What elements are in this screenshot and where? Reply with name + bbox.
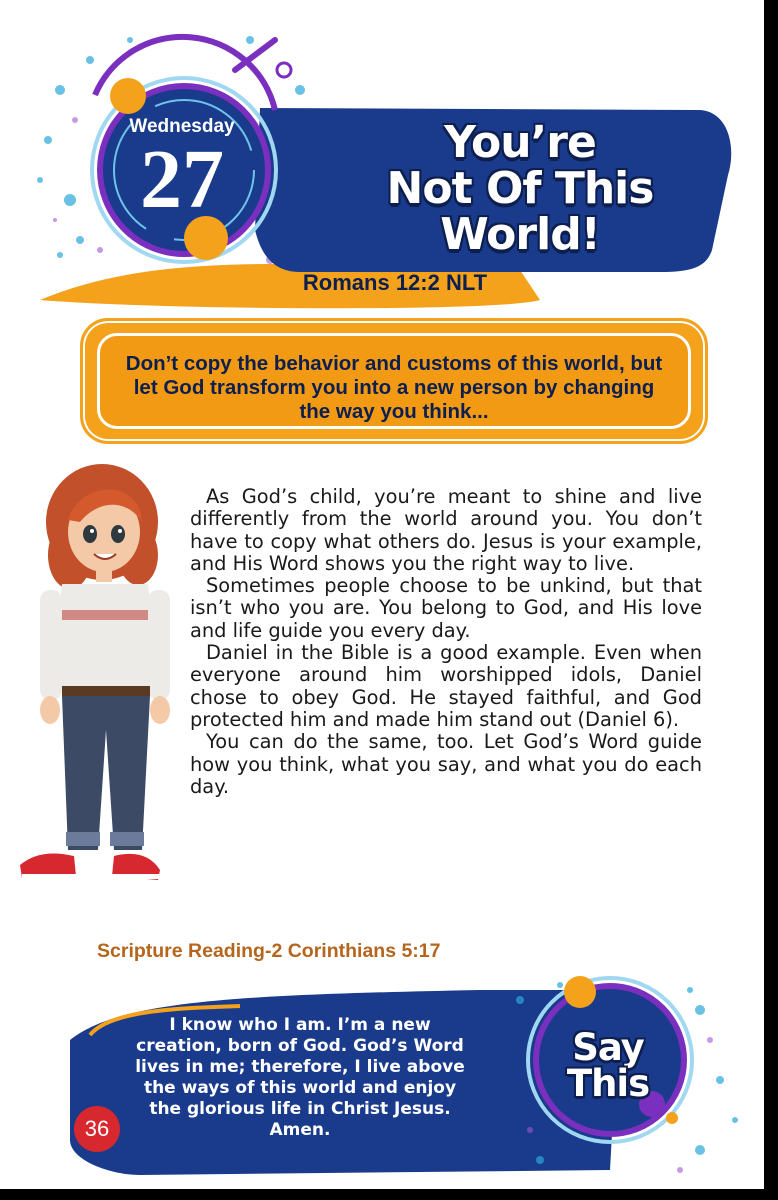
body-paragraph: Daniel in the Bible is a good example. Even when everyone around him worshipped idols, Daniel chose to obey God. He stayed faithful, and God protected him and made him stand out (Daniel 6). — [190, 641, 702, 731]
verse-text: Don’t copy the behavior and customs of this world, but let God transform you into a new person by changing the way you think... — [125, 352, 663, 423]
girl-character-illustration — [10, 460, 180, 900]
scripture-reference: Romans 12:2 NLT — [302, 270, 488, 295]
page-number-badge: 36 — [74, 1106, 120, 1152]
title-line-2: Not Of This — [386, 163, 654, 214]
day-name: Wednesday — [129, 116, 235, 137]
body-paragraph: You can do the same, too. Let God’s Word guide how you think, what you say, and what you do each day. — [190, 730, 702, 798]
verse-box — [80, 318, 708, 444]
title-line-1: You’re — [444, 117, 596, 168]
title-line-3: World! — [440, 209, 600, 260]
devotional-body — [190, 486, 702, 798]
body-paragraph: As God’s child, you’re meant to shine and live differently from the world around you. You don’t have to copy what others do. Jesus is your example, and His Word shows you the right way to live. — [190, 485, 702, 575]
confession-text: I know who I am. I’m a new creation, born of God. God’s Word lives in me; therefore, I live above the ways of this world and enjoy the glorious life in Christ Jesus. Amen. — [135, 1015, 465, 1140]
page-title — [330, 117, 710, 260]
verse-inner-frame — [97, 333, 691, 429]
say-this-label — [548, 1026, 668, 1105]
day-number: 27 — [140, 133, 224, 226]
scripture-reading: Scripture Reading-2 Corinthians 5:17 — [97, 940, 441, 962]
say-this-line-1: Say — [572, 1026, 644, 1069]
body-paragraph: Sometimes people choose to be unkind, but that isn’t who you are. You belong to God, and His love and life guide you every day. — [190, 574, 702, 642]
say-this-line-2: This — [566, 1062, 650, 1105]
